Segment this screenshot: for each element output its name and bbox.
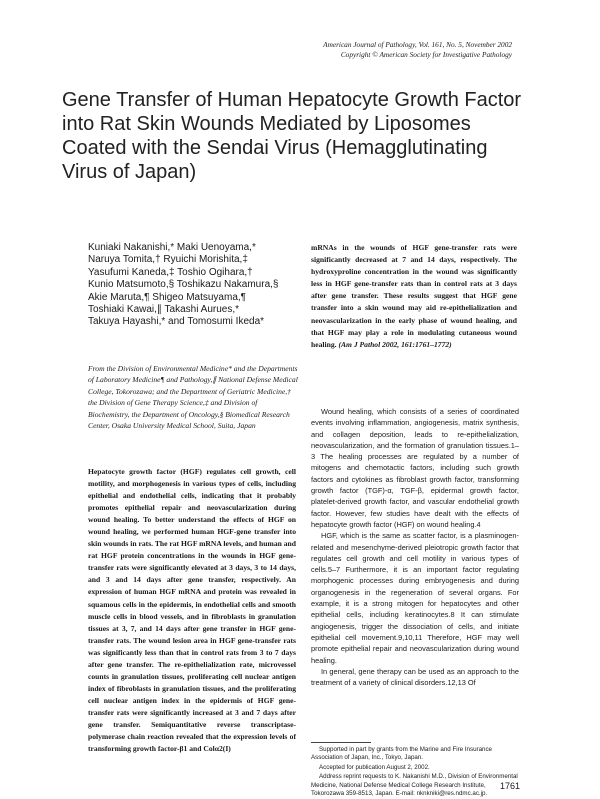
footnote-divider (311, 742, 371, 743)
article-citation: (Am J Pathol 2002, 161:1761–1772) (338, 339, 452, 349)
article-title: Gene Transfer of Human Hepatocyte Growth Factor into Rat Skin Wounds Mediated by Liposomes Coated with the Sendai Virus (Hemagglutinating Virus of Japan) (62, 89, 522, 183)
abstract-right-column (311, 242, 517, 351)
abstract-left-column: Hepatocyte growth factor (HGF) regulates cell growth, cell motility, and morphogenesis in various types of cells, including epithelial and endothelial cells, indicating that it probably promotes epithelial repair and neovascularization during wound healing. To better understand the effects of HGF on wound healing, we performed human HGF-gene transfer into skin wounds in rats. The rat HGF mRNA levels, and human and rat HGF protein concentrations in the wounds in HGF gene-transfer rats were significantly elevated at 3 days, 3 to 14 days, and 3 and 14 days after gene transfer, respectively. An expression of human HGF mRNA and protein was revealed in squamous cells in the epidermis, in endothelial cells and smooth muscle cells in blood vessels, and in fibroblasts in granulation tissues at 3, 7, and 14 days after gene transfer in HGF gene-transfer rats. The wound lesion area in HGF gene-transfer rats was significantly less than that in control rats from 3 to 7 days after gene transfer. The re-epithelialization rate, microvessel counts in granulation tissues, proliferating cell nuclear antigen index of fibroblasts in granulation tissues, and the proliferating cell nuclear antigen index in the epidermis of HGF gene-transfer rats were significantly increased at 3 and 7 days after gene transfer. Semiquantitative reverse transcriptase-polymerase chain reaction revealed that the expression levels of transforming growth factor-β1 and Colα2(I) (88, 467, 296, 754)
footnote-funding: Supported in part by grants from the Marine and Fire Insurance Association of Japan, Inc., Tokyo, Japan. (311, 746, 492, 762)
journal-citation: American Journal of Pathology, Vol. 161, No. 5, November 2002 (323, 40, 512, 49)
introduction-text (311, 406, 519, 688)
footnote-accepted: Accepted for publication August 2, 2002. (319, 763, 430, 771)
footnotes (311, 746, 519, 799)
affiliations: From the Division of Environmental Medicine* and the Departments of Laboratory Medicine¶ and Pathology,∥ National Defense Medical College, Tokorozawa; and the Department of Geriatric Medicine,† the Division of Gene Therapy Science,‡ and Division of Biochemistry, the Department of Oncology,§ Biomedical Research Center, Osaka University Medical School, Suita, Japan (88, 364, 298, 431)
footnote-address: Address reprint requests to K. Nakanishi M.D., Division of Environmental Medicine, National Defense Medical College Research Institute, Tokorozawa 359-8513, Japan. E-mail: nknkniki@res.ndmc.ac.jp. (311, 773, 518, 798)
body-paragraph: Wound healing, which consists of a series of coordinated events involving inflammation, angiogenesis, matrix synthesis, and collagen deposition, leads to re-epithelialization, neovascularization, and the formation of granulation tissues.1–3 The healing processes are regulated by a number of mitogens and chemotactic factors, including such growth factors and cytokines as fibroblast growth factor, transforming growth factor (TGF)-α, TGF-β, epidermal growth factor, platelet-derived growth factor, and vascular endothelial growth factor. However, few studies have dealt with the effects of hepatocyte growth factor (HGF) on wound healing.4 (311, 407, 519, 529)
page-number: 1761 (499, 781, 520, 791)
author-line: Akie Maruta,¶ Shigeo Matsuyama,¶ (88, 291, 247, 303)
body-paragraph: In general, gene therapy can be used as an approach to the treatment of a variety of clinical disorders.12,13 Of (311, 666, 519, 688)
author-list (88, 242, 308, 329)
author-line: Toshiaki Kawai,∥ Takashi Aurues,* (88, 304, 240, 316)
journal-copyright: Copyright © American Society for Investigative Pathology (340, 50, 512, 59)
body-paragraph: HGF, which is the same as scatter factor, is a plasminogen-related and mesenchyme-derived pleiotropic growth factor that regulates cell growth and cell motility in various types of cells.5–7 Furthermore, it is an important factor regulating morphogenic processes during embryogenesis and during organogenesis in the regeneration of several organs. For example, it is a strong mitogen for hepatocytes and other epithelial cells, including keratinocytes.8 It can stimulate angiogenesis, trigger the dissociation of cells, and initiate epithelial cell movement.9,10,11 Therefore, HGF may well promote epithelial repair and neovascularization during wound healing. (311, 531, 519, 665)
author-line: Kunio Matsumoto,§ Toshikazu Nakamura,§ (88, 279, 279, 291)
author-line: Takuya Hayashi,* and Tomosumi Ikeda* (88, 316, 265, 328)
author-line: Yasufumi Kaneda,‡ Toshio Ogihara,† (88, 266, 253, 278)
abstract-continuation: mRNAs in the wounds of HGF gene-transfer rats were significantly decreased at 7 and 14 days, respectively. The hydroxyproline concentration in the wound was significantly less in HGF gene-transfer rats than in control rats at 3 days after gene transfer. These results suggest that HGF gene transfer into a skin wound may aid re-epithelialization and neovascularization in the early phase of wound healing, and that HGF may play a role in modulating cutaneous wound healing. (311, 243, 517, 349)
author-line: Naruya Tomita,† Ryuichi Morishita,‡ (88, 254, 248, 266)
journal-header (272, 40, 512, 60)
author-line: Kuniaki Nakanishi,* Maki Uenoyama,* (88, 242, 256, 253)
